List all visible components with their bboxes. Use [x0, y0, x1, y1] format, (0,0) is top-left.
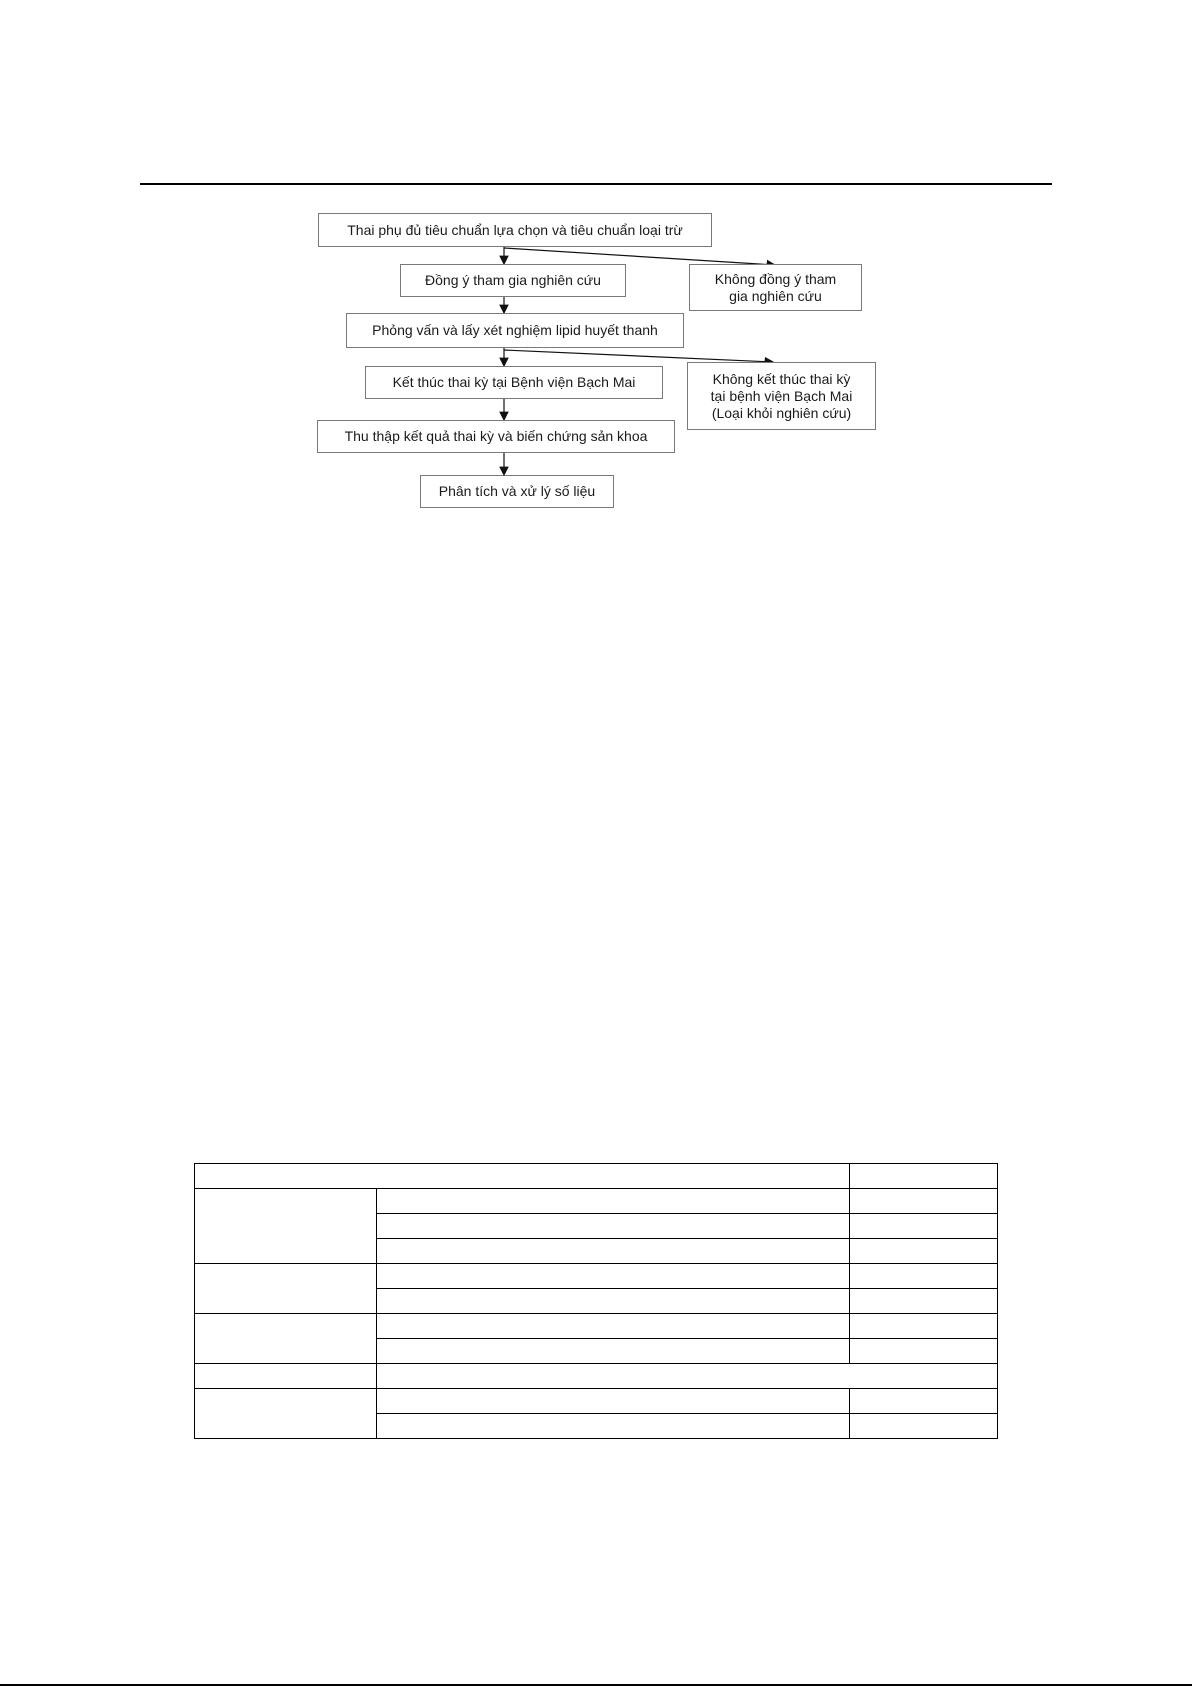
table-cell — [850, 1339, 998, 1364]
table-cell — [850, 1239, 998, 1264]
flow-step-no-consent: Không đồng ý tham gia nghiên cứu — [689, 264, 862, 311]
flow-step-delivery: Kết thúc thai kỳ tại Bệnh viện Bạch Mai — [365, 366, 663, 399]
arrow-interview-to-no-delivery — [504, 350, 773, 362]
flow-step-start: Thai phụ đủ tiêu chuẩn lựa chọn và tiêu chuẩn loại trừ — [318, 213, 712, 247]
table-cell — [195, 1314, 377, 1364]
table-row — [195, 1364, 998, 1389]
table-row — [195, 1164, 998, 1189]
table-row — [195, 1314, 998, 1339]
table-cell — [377, 1264, 850, 1289]
flow-step-collect: Thu thập kết quả thai kỳ và biến chứng sản khoa — [317, 420, 675, 453]
table-cell — [377, 1239, 850, 1264]
table-cell — [195, 1264, 377, 1314]
table-cell — [377, 1214, 850, 1239]
table-row — [195, 1389, 998, 1414]
flow-step-analyze: Phân tích và xử lý số liệu — [420, 475, 614, 508]
table-cell — [850, 1164, 998, 1189]
table-row — [195, 1189, 998, 1214]
table-cell — [195, 1364, 377, 1389]
table-cell — [377, 1189, 850, 1214]
table-cell — [850, 1189, 998, 1214]
table-cell — [850, 1314, 998, 1339]
table-cell — [377, 1339, 850, 1364]
table-cell — [195, 1389, 377, 1439]
table-cell — [850, 1414, 998, 1439]
table-cell — [377, 1289, 850, 1314]
table-cell — [377, 1364, 998, 1389]
table-cell — [850, 1214, 998, 1239]
table-cell — [377, 1389, 850, 1414]
flow-step-interview: Phỏng vấn và lấy xét nghiệm lipid huyết thanh — [346, 313, 684, 348]
arrow-start-to-no-consent — [504, 248, 775, 265]
table-cell — [850, 1389, 998, 1414]
table-cell — [850, 1289, 998, 1314]
table-cell — [195, 1164, 850, 1189]
table-cell — [850, 1264, 998, 1289]
table-cell — [377, 1314, 850, 1339]
variables-table — [194, 1163, 998, 1439]
flow-step-consent: Đồng ý tham gia nghiên cứu — [400, 264, 626, 297]
table-cell — [377, 1414, 850, 1439]
table-row — [195, 1264, 998, 1289]
flow-step-no-delivery: Không kết thúc thai kỳ tại bệnh viện Bạch Mai (Loại khỏi nghiên cứu) — [687, 362, 876, 430]
table-cell — [195, 1189, 377, 1264]
